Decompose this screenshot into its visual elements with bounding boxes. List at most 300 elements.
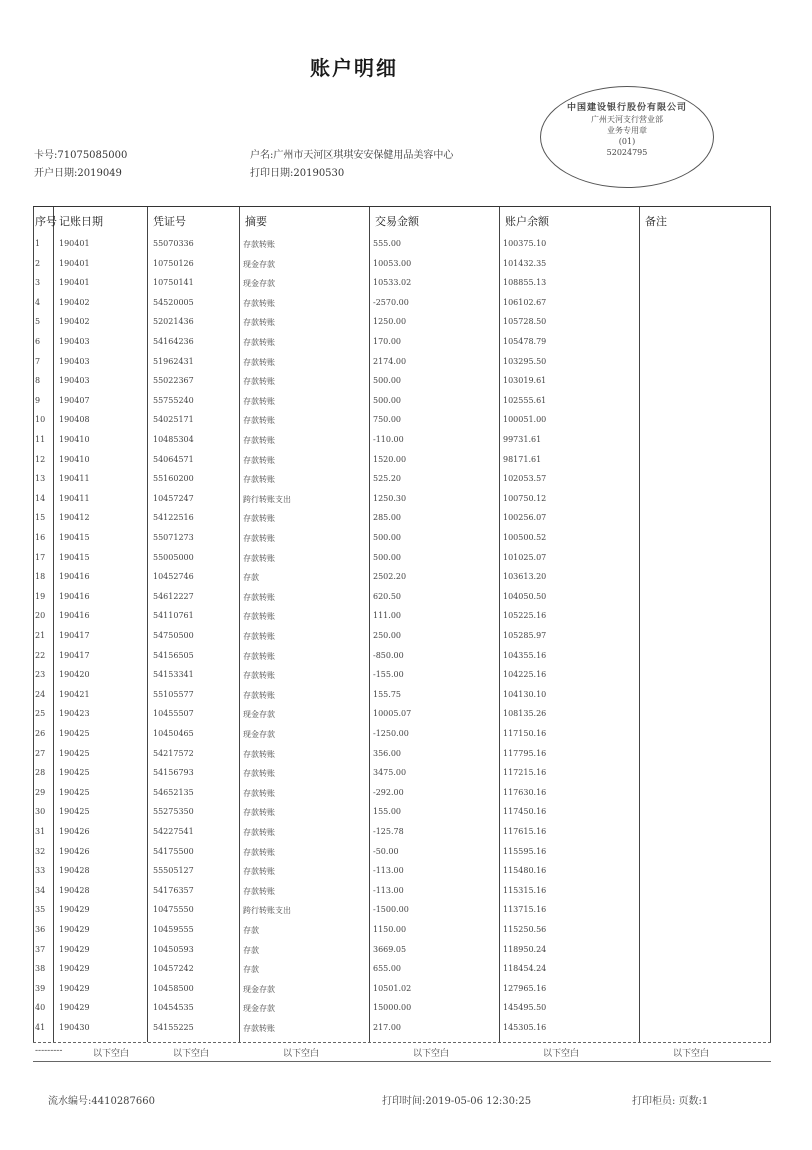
table-row xyxy=(33,549,771,569)
row-summary: 存款转账 xyxy=(243,416,275,426)
table-row xyxy=(33,725,771,745)
page-info: 打印柜员: 页数:1 xyxy=(632,1096,709,1107)
row-seq: 10 xyxy=(35,415,46,425)
row-summary: 存款转账 xyxy=(243,886,275,896)
row-summary: 存款转账 xyxy=(243,455,275,465)
row-date: 190402 xyxy=(59,317,90,327)
footer-balance: 以下空白 xyxy=(543,1049,580,1059)
row-amount: -1250.00 xyxy=(373,729,409,738)
row-date: 190428 xyxy=(59,885,90,895)
open-date: 开户日期:2019049 xyxy=(34,168,122,179)
row-balance: 115315.16 xyxy=(503,885,547,895)
row-voucher: 55022367 xyxy=(153,376,194,386)
row-amount: 15000.00 xyxy=(373,1003,412,1013)
row-seq: 17 xyxy=(35,552,46,562)
row-amount: 217.00 xyxy=(373,1023,401,1032)
row-balance: 127965.16 xyxy=(503,983,547,993)
table-row xyxy=(33,470,771,490)
table-row xyxy=(33,294,771,314)
row-date: 190415 xyxy=(59,552,90,562)
row-amount: -50.00 xyxy=(373,846,399,856)
row-balance: 105285.97 xyxy=(503,631,547,640)
header-balance: 账户余额 xyxy=(505,215,549,228)
row-seq: 37 xyxy=(35,944,46,954)
row-seq: 20 xyxy=(35,611,46,621)
row-summary: 存款转账 xyxy=(243,377,275,387)
row-balance: 104225.16 xyxy=(503,670,547,680)
row-amount: 111.00 xyxy=(373,611,401,621)
row-seq: 21 xyxy=(35,631,46,640)
table-row xyxy=(33,627,771,647)
table-row xyxy=(33,901,771,921)
row-date: 190425 xyxy=(59,748,90,758)
row-voucher: 54155225 xyxy=(153,1023,194,1032)
row-date: 190416 xyxy=(59,591,90,601)
row-summary: 存款转账 xyxy=(243,749,275,759)
table-row xyxy=(33,313,771,333)
row-summary: 存款转账 xyxy=(243,847,275,857)
row-amount: 1150.00 xyxy=(373,925,407,934)
row-balance: 118950.24 xyxy=(503,944,547,954)
row-seq: 18 xyxy=(35,572,46,582)
row-summary: 现金存款 xyxy=(243,710,275,720)
row-balance: 100500.52 xyxy=(503,533,547,542)
row-seq: 12 xyxy=(35,454,46,464)
header-date: 记账日期 xyxy=(59,215,103,228)
row-voucher: 10475550 xyxy=(153,905,194,915)
row-balance: 108855.13 xyxy=(503,278,547,288)
row-voucher: 55071273 xyxy=(153,533,194,542)
row-date: 190429 xyxy=(59,905,90,915)
row-amount: -113.00 xyxy=(373,885,404,895)
row-seq: 40 xyxy=(35,1003,46,1013)
row-balance: 105728.50 xyxy=(503,317,547,327)
row-amount: 1520.00 xyxy=(373,454,407,464)
row-amount: 10053.00 xyxy=(373,258,412,268)
row-balance: 108135.26 xyxy=(503,709,547,719)
table-row xyxy=(33,1019,771,1039)
table-row xyxy=(33,353,771,373)
table-row xyxy=(33,451,771,471)
row-summary: 存款转账 xyxy=(243,534,275,543)
table-row xyxy=(33,980,771,1000)
row-date: 190401 xyxy=(59,258,90,268)
row-amount: 555.00 xyxy=(373,239,401,248)
row-seq: 3 xyxy=(35,278,41,288)
row-amount: 620.50 xyxy=(373,591,401,601)
row-voucher: 54520005 xyxy=(153,297,194,307)
row-balance: 117615.16 xyxy=(503,827,547,836)
row-summary: 存款转账 xyxy=(243,357,275,367)
row-voucher: 55070336 xyxy=(153,239,194,248)
row-date: 190415 xyxy=(59,533,90,542)
header-summary: 摘要 xyxy=(245,215,267,228)
row-date: 190403 xyxy=(59,356,90,366)
row-balance: 104050.50 xyxy=(503,591,547,601)
row-balance: 103019.61 xyxy=(503,376,547,386)
row-voucher: 52021436 xyxy=(153,317,194,327)
row-summary: 存款 xyxy=(243,926,259,935)
row-balance: 105478.79 xyxy=(503,337,547,346)
row-voucher: 10450593 xyxy=(153,944,194,954)
row-amount: 525.20 xyxy=(373,474,401,484)
row-balance: 104130.10 xyxy=(503,689,547,699)
table-row xyxy=(33,921,771,941)
row-voucher: 10485304 xyxy=(153,435,194,444)
row-voucher: 51962431 xyxy=(153,356,194,366)
row-date: 190425 xyxy=(59,729,90,738)
row-amount: 356.00 xyxy=(373,748,401,758)
row-summary: 存款转账 xyxy=(243,651,275,661)
row-amount: 10501.02 xyxy=(373,983,412,993)
row-balance: 104355.16 xyxy=(503,650,547,660)
row-amount: -292.00 xyxy=(373,787,404,797)
row-seq: 28 xyxy=(35,768,46,778)
row-summary: 存款转账 xyxy=(243,338,275,347)
row-date: 190408 xyxy=(59,415,90,425)
row-balance: 100256.07 xyxy=(503,513,547,523)
row-balance: 118454.24 xyxy=(503,964,547,974)
row-summary: 存款转账 xyxy=(243,553,275,563)
row-amount: 155.75 xyxy=(373,689,401,699)
bank-seal-stamp xyxy=(540,86,714,188)
table-row xyxy=(33,745,771,765)
row-date: 190425 xyxy=(59,768,90,778)
table-row xyxy=(33,803,771,823)
row-date: 190430 xyxy=(59,1023,90,1032)
row-voucher: 10454535 xyxy=(153,1003,194,1013)
row-balance: 101432.35 xyxy=(503,258,547,268)
header-remark: 备注 xyxy=(645,215,667,228)
table-row xyxy=(33,843,771,863)
table-row xyxy=(33,588,771,608)
table-row xyxy=(33,647,771,667)
row-balance: 101025.07 xyxy=(503,552,547,562)
header-amount: 交易金额 xyxy=(375,215,419,228)
row-date: 190416 xyxy=(59,572,90,582)
row-seq: 39 xyxy=(35,983,46,993)
row-voucher: 10457242 xyxy=(153,964,194,974)
row-summary: 现金存款 xyxy=(243,259,275,269)
row-seq: 22 xyxy=(35,650,46,660)
row-amount: 2174.00 xyxy=(373,356,407,366)
row-seq: 13 xyxy=(35,474,46,484)
row-balance: 115250.56 xyxy=(503,925,547,934)
row-seq: 19 xyxy=(35,591,46,601)
row-summary: 存款转账 xyxy=(243,808,275,818)
row-voucher: 54110761 xyxy=(153,611,194,621)
row-seq: 29 xyxy=(35,787,46,797)
row-amount: 10533.02 xyxy=(373,278,412,288)
row-summary: 存款转账 xyxy=(243,828,275,837)
row-amount: 285.00 xyxy=(373,513,401,523)
row-voucher: 54176357 xyxy=(153,885,194,895)
row-summary: 存款转账 xyxy=(243,1024,275,1033)
table-footer-row xyxy=(33,1042,771,1062)
row-seq: 2 xyxy=(35,258,41,268)
transaction-table xyxy=(33,206,771,1069)
row-balance: 117150.16 xyxy=(503,729,547,738)
row-summary: 存款转账 xyxy=(243,769,275,779)
row-seq: 8 xyxy=(35,376,41,386)
row-balance: 99731.61 xyxy=(503,435,542,444)
row-summary: 存款 xyxy=(243,965,259,975)
row-date: 190411 xyxy=(59,474,90,484)
row-summary: 存款转账 xyxy=(243,396,275,406)
row-amount: 750.00 xyxy=(373,415,401,425)
row-voucher: 54122516 xyxy=(153,513,194,523)
row-voucher: 55505127 xyxy=(153,866,194,876)
row-balance: 98171.61 xyxy=(503,454,542,464)
row-summary: 存款转账 xyxy=(243,514,275,524)
row-balance: 103295.50 xyxy=(503,356,547,366)
row-balance: 117215.16 xyxy=(503,768,547,778)
row-voucher: 55105577 xyxy=(153,689,194,699)
table-header xyxy=(33,209,771,231)
row-date: 190407 xyxy=(59,395,90,405)
table-row xyxy=(33,764,771,784)
row-summary: 现金存款 xyxy=(243,730,275,739)
footer-summary: 以下空白 xyxy=(283,1049,320,1059)
table-row xyxy=(33,255,771,275)
row-amount: 500.00 xyxy=(373,395,401,405)
row-date: 190425 xyxy=(59,807,90,817)
row-seq: 11 xyxy=(35,435,46,444)
row-summary: 存款 xyxy=(243,573,259,583)
row-seq: 24 xyxy=(35,689,46,699)
print-date: 打印日期:20190530 xyxy=(250,168,345,179)
print-time: 打印时间:2019-05-06 12:30:25 xyxy=(382,1096,532,1107)
row-seq: 30 xyxy=(35,807,46,817)
row-amount: -1500.00 xyxy=(373,905,409,915)
row-amount: -125.78 xyxy=(373,827,404,836)
row-voucher: 54227541 xyxy=(153,827,194,836)
row-summary: 存款转账 xyxy=(243,592,275,602)
row-voucher: 55755240 xyxy=(153,395,194,405)
row-voucher: 54175500 xyxy=(153,846,194,856)
row-date: 190426 xyxy=(59,827,90,836)
row-voucher: 10458500 xyxy=(153,983,194,993)
footer-seq: --------- xyxy=(35,1046,63,1056)
row-balance: 113715.16 xyxy=(503,905,547,915)
row-amount: -113.00 xyxy=(373,866,404,876)
row-voucher: 54652135 xyxy=(153,787,194,797)
table-row xyxy=(33,509,771,529)
row-balance: 102555.61 xyxy=(503,395,547,405)
row-date: 190428 xyxy=(59,866,90,876)
row-seq: 32 xyxy=(35,846,46,856)
row-summary: 跨行转账支出 xyxy=(243,906,291,916)
row-date: 190429 xyxy=(59,925,90,934)
row-date: 190403 xyxy=(59,337,90,346)
row-voucher: 54612227 xyxy=(153,591,194,601)
row-amount: 1250.00 xyxy=(373,317,407,327)
row-summary: 存款转账 xyxy=(243,671,275,681)
row-date: 190429 xyxy=(59,964,90,974)
row-seq: 26 xyxy=(35,729,46,738)
row-seq: 5 xyxy=(35,317,41,327)
row-summary: 现金存款 xyxy=(243,279,275,289)
table-row xyxy=(33,274,771,294)
row-balance: 145495.50 xyxy=(503,1003,547,1013)
table-row xyxy=(33,333,771,353)
row-voucher: 54750500 xyxy=(153,631,194,640)
row-seq: 23 xyxy=(35,670,46,680)
row-voucher: 55160200 xyxy=(153,474,194,484)
row-balance: 100051.00 xyxy=(503,415,547,425)
row-amount: 3475.00 xyxy=(373,768,407,778)
stamp-line-2: 业务专用章 xyxy=(607,126,647,135)
row-seq: 9 xyxy=(35,395,41,405)
row-voucher: 10450465 xyxy=(153,729,194,738)
footer-remark: 以下空白 xyxy=(673,1049,710,1059)
row-amount: 500.00 xyxy=(373,533,401,542)
row-balance: 117450.16 xyxy=(503,807,547,817)
row-voucher: 54025171 xyxy=(153,415,194,425)
document-title: 账户明细 xyxy=(310,56,398,80)
row-date: 190412 xyxy=(59,513,90,523)
row-balance: 103613.20 xyxy=(503,572,547,582)
row-date: 190429 xyxy=(59,983,90,993)
row-summary: 现金存款 xyxy=(243,1004,275,1014)
table-row xyxy=(33,235,771,255)
row-voucher: 54217572 xyxy=(153,748,194,758)
header-voucher: 凭证号 xyxy=(153,215,186,228)
row-date: 190423 xyxy=(59,709,90,719)
row-date: 190426 xyxy=(59,846,90,856)
row-seq: 25 xyxy=(35,709,46,719)
row-balance: 105225.16 xyxy=(503,611,547,621)
footer-date: 以下空白 xyxy=(93,1049,130,1059)
stamp-line-3: (01) xyxy=(618,137,636,146)
row-summary: 存款转账 xyxy=(243,788,275,798)
row-summary: 存款转账 xyxy=(243,240,275,249)
row-amount: 3669.05 xyxy=(373,944,407,954)
row-seq: 4 xyxy=(35,297,41,307)
row-amount: -110.00 xyxy=(373,435,404,444)
row-voucher: 54164236 xyxy=(153,337,194,346)
row-date: 190429 xyxy=(59,1003,90,1013)
row-date: 190420 xyxy=(59,670,90,680)
row-balance: 115595.16 xyxy=(503,846,547,856)
row-seq: 36 xyxy=(35,925,46,934)
row-voucher: 54156505 xyxy=(153,650,194,660)
row-date: 190425 xyxy=(59,787,90,797)
row-voucher: 10750141 xyxy=(153,278,194,288)
row-seq: 14 xyxy=(35,493,46,503)
row-date: 190402 xyxy=(59,297,90,307)
row-seq: 31 xyxy=(35,827,46,836)
row-balance: 100750.12 xyxy=(503,493,547,503)
table-row xyxy=(33,607,771,627)
table-row xyxy=(33,529,771,549)
row-balance: 102053.57 xyxy=(503,474,547,484)
row-date: 190410 xyxy=(59,435,90,444)
row-seq: 6 xyxy=(35,337,41,346)
row-balance: 100375.10 xyxy=(503,239,547,248)
row-summary: 存款转账 xyxy=(243,690,275,700)
row-seq: 33 xyxy=(35,866,46,876)
row-amount: 155.00 xyxy=(373,807,401,817)
row-date: 190421 xyxy=(59,689,90,699)
table-row xyxy=(33,372,771,392)
row-balance: 106102.67 xyxy=(503,297,547,307)
row-balance: 115480.16 xyxy=(503,866,547,876)
stamp-line-1: 广州天河支行营业部 xyxy=(591,115,663,124)
row-seq: 38 xyxy=(35,964,46,974)
row-seq: 34 xyxy=(35,885,46,895)
row-summary: 存款转账 xyxy=(243,867,275,877)
row-voucher: 10750126 xyxy=(153,258,194,268)
row-summary: 存款转账 xyxy=(243,318,275,328)
row-summary: 跨行转账支出 xyxy=(243,494,291,504)
row-amount: 500.00 xyxy=(373,552,401,562)
row-summary: 存款转账 xyxy=(243,436,275,445)
row-amount: 655.00 xyxy=(373,964,401,974)
row-seq: 16 xyxy=(35,533,46,542)
footer-voucher: 以下空白 xyxy=(173,1049,210,1059)
row-summary: 存款转账 xyxy=(243,298,275,308)
row-voucher: 54153341 xyxy=(153,670,194,680)
row-voucher: 54064571 xyxy=(153,454,194,464)
row-amount: -155.00 xyxy=(373,670,404,680)
row-amount: 1250.30 xyxy=(373,493,407,503)
row-voucher: 10459555 xyxy=(153,925,194,934)
row-amount: 2502.20 xyxy=(373,572,407,582)
row-voucher: 54156793 xyxy=(153,768,194,778)
row-seq: 7 xyxy=(35,356,41,366)
row-date: 190401 xyxy=(59,278,90,288)
row-amount: 10005.07 xyxy=(373,709,412,719)
row-seq: 15 xyxy=(35,513,46,523)
table-row xyxy=(33,999,771,1019)
table-row xyxy=(33,784,771,804)
row-voucher: 55005000 xyxy=(153,552,194,562)
row-voucher: 55275350 xyxy=(153,807,194,817)
table-row xyxy=(33,490,771,510)
row-seq: 27 xyxy=(35,748,46,758)
row-seq: 1 xyxy=(35,239,41,248)
row-balance: 145305.16 xyxy=(503,1023,547,1032)
table-row xyxy=(33,705,771,725)
account-number: 卡号:71075085000 xyxy=(34,150,128,161)
row-date: 190403 xyxy=(59,376,90,386)
serial-number: 流水编号:4410287660 xyxy=(48,1096,155,1107)
table-row xyxy=(33,686,771,706)
table-row xyxy=(33,862,771,882)
row-summary: 存款 xyxy=(243,945,259,955)
row-date: 190416 xyxy=(59,611,90,621)
table-row xyxy=(33,941,771,961)
row-amount: 170.00 xyxy=(373,337,401,346)
row-date: 190429 xyxy=(59,944,90,954)
table-row xyxy=(33,392,771,412)
account-name: 户名:广州市天河区琪琪安安保健用品美容中心 xyxy=(250,150,454,161)
row-date: 190411 xyxy=(59,493,90,503)
row-date: 190417 xyxy=(59,631,90,640)
row-voucher: 10452746 xyxy=(153,572,194,582)
row-seq: 35 xyxy=(35,905,46,915)
row-voucher: 10457247 xyxy=(153,493,194,503)
row-summary: 存款转账 xyxy=(243,632,275,641)
table-row xyxy=(33,960,771,980)
row-balance: 117630.16 xyxy=(503,787,547,797)
stamp-line-4: 52024795 xyxy=(606,148,648,157)
footer-amount: 以下空白 xyxy=(413,1049,450,1059)
header-seq: 序号 xyxy=(35,215,57,228)
row-seq: 41 xyxy=(35,1023,46,1032)
row-date: 190410 xyxy=(59,454,90,464)
